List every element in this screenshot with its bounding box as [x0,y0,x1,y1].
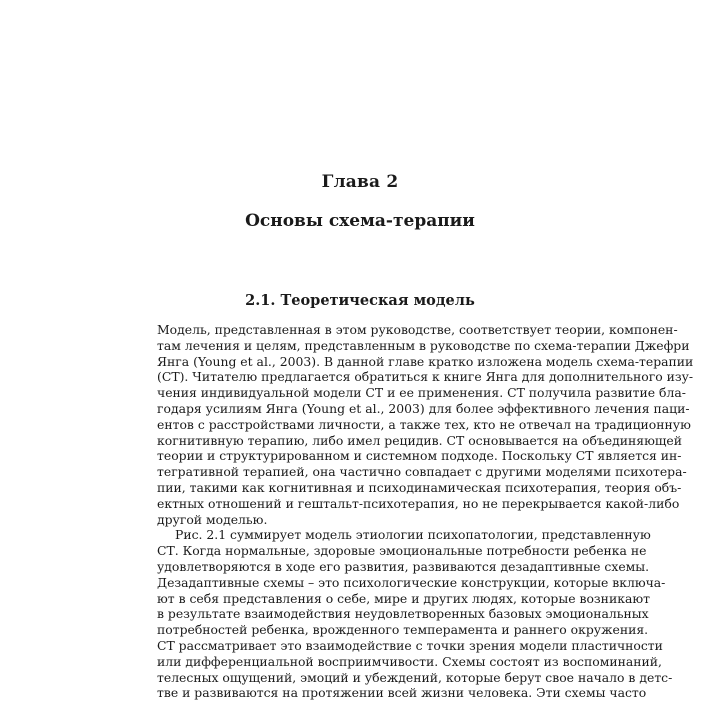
text-line: когнитивную терапию, либо имел рецидив. СТ основывается на объединяющей [157,432,682,448]
text-line: Янга (Young et al., 2003). В данной главе кратко изложена модель схема-терапии [157,353,694,369]
chapter-label: Глава 2 [321,172,399,192]
body-text [157,322,694,701]
text-line: чения индивидуальной модели СТ и ее применения. СТ получила развитие бла- [157,385,686,401]
text-line: удовлетворяются в ходе его развития, развиваются дезадаптивные схемы. [157,558,650,574]
paragraph-1 [157,322,694,527]
text-line: или дифференциальной восприимчивости. Схемы состоят из воспоминаний, [157,653,662,669]
text-line: (СТ). Читателю предлагается обратиться к книге Янга для дополнительного изу- [157,369,694,385]
text-line: Дезадаптивные схемы – это психологические конструкции, которые включа- [157,574,666,590]
text-line: теории и структурированном и системном подходе. Поскольку СТ является ин- [157,448,682,464]
text-line: тегративной терапией, она частично совпадает с другими моделями психотера- [157,464,687,480]
text-line: годаря усилиям Янга (Young et al., 2003) для более эффективного лечения паци- [157,400,690,416]
text-line: Модель, представленная в этом руководстве, соответствует теории, компонен- [157,322,678,337]
text-line: ентов с расстройствами личности, а также тех, кто не отвечал на традиционную [157,416,691,432]
chapter-title: Основы схема-терапии [245,211,475,231]
text-line: Рис. 2.1 суммирует модель этиологии психопатологии, представленную [175,527,651,543]
text-line: пии, такими как когнитивная и психодинамическая психотерапия, теория объ- [157,479,682,495]
text-line: там лечения и целям, представленным в руководстве по схема-терапии Джефри [157,337,690,353]
text-line: тве и развиваются на протяжении всей жизни человека. Эти схемы часто [157,685,647,701]
text-line: телесных ощущений, эмоций и убеждений, которые берут свое начало в детс- [157,669,673,685]
text-line: другой моделью. [157,511,268,527]
text-line: в результате взаимодействия неудовлетворенных базовых эмоциональных [157,606,649,622]
paragraph-2 [157,527,673,701]
text-line: СТ рассматривает это взаимодействие с точки зрения модели пластичности [157,637,663,653]
text-line: ектных отношений и гештальт-психотерапия, но не перекрывается какой-либо [157,495,680,511]
text-line: ют в себя представления о себе, мире и других людях, которые возникают [157,590,650,606]
text-line: потребностей ребенка, врожденного темперамента и раннего окружения. [157,622,649,638]
text-line: СТ. Когда нормальные, здоровые эмоциональные потребности ребенка не [157,543,647,559]
section-heading: 2.1. Теоретическая модель [245,292,475,309]
